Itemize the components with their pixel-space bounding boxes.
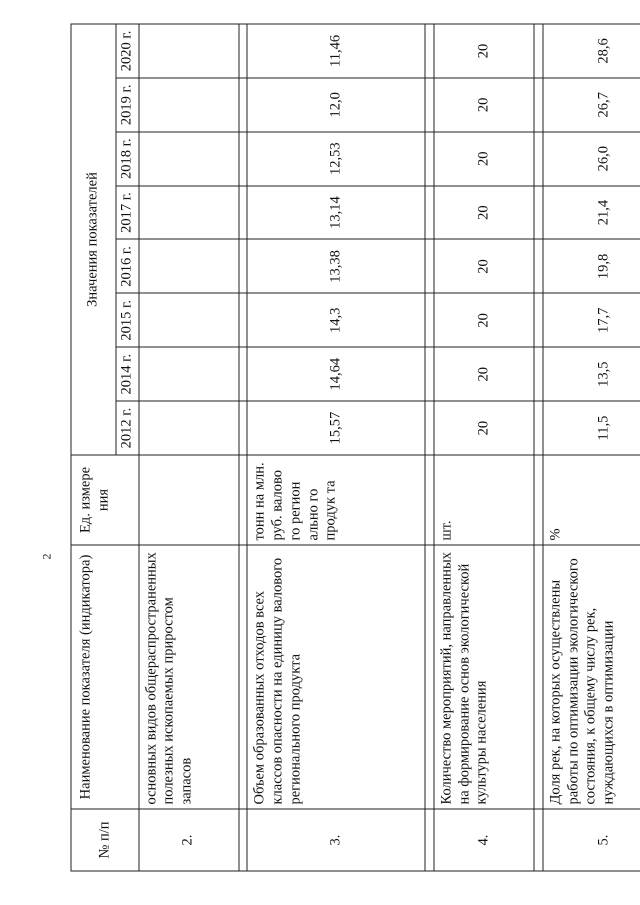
header-year: 2020 г.	[116, 24, 139, 78]
header-year: 2015 г.	[116, 293, 139, 347]
row-value: 11,5	[543, 401, 640, 455]
row-value	[139, 78, 239, 132]
row-value	[139, 240, 239, 294]
row-name: Объем образованных отходов всех классов опасности на единицу валового регионального продукта	[247, 545, 425, 809]
row-num: 2.	[139, 809, 239, 871]
row-value: 21,4	[543, 186, 640, 240]
indicators-table	[71, 24, 640, 872]
row-value: 12,0	[247, 78, 425, 132]
header-year: 2017 г.	[116, 186, 139, 240]
table-row	[543, 24, 640, 871]
row-separator	[425, 24, 434, 871]
row-value: 28,6	[543, 24, 640, 78]
row-value: 26,0	[543, 132, 640, 186]
header-year: 2016 г.	[116, 240, 139, 294]
row-value: 20	[434, 78, 534, 132]
header-num: № п/п	[71, 809, 139, 871]
row-value: 13,5	[543, 347, 640, 401]
header-name: Наименование показателя (индикатора)	[71, 545, 139, 809]
indicators-table-rotated	[71, 24, 640, 872]
row-num: 3.	[247, 809, 425, 871]
row-value: 17,7	[543, 293, 640, 347]
header-unit: Ед. измере ния	[71, 455, 139, 545]
row-value: 11,46	[247, 24, 425, 78]
row-name: Доля рек, на которых осуществлены работы по оптимизации экологического состояния, к общему числу рек, нуждающихся в оптимизации	[543, 545, 640, 809]
row-value: 13,14	[247, 186, 425, 240]
row-value: 19,8	[543, 240, 640, 294]
row-value: 14,3	[247, 293, 425, 347]
row-value: 12,53	[247, 132, 425, 186]
row-separator	[239, 24, 248, 871]
row-value	[139, 24, 239, 78]
row-value: 20	[434, 24, 534, 78]
row-value: 26,7	[543, 78, 640, 132]
page-number: 2	[39, 553, 54, 560]
row-value: 15,57	[247, 401, 425, 455]
header-year: 2014 г.	[116, 347, 139, 401]
row-value	[139, 347, 239, 401]
header-year: 2019 г.	[116, 78, 139, 132]
row-unit	[139, 455, 239, 545]
row-value: 20	[434, 347, 534, 401]
row-value: 20	[434, 132, 534, 186]
table-row	[247, 24, 425, 871]
header-values-group: Значения показателей	[71, 24, 116, 455]
header-row	[71, 24, 116, 871]
table-row	[139, 24, 239, 871]
row-value	[139, 186, 239, 240]
row-value: 20	[434, 240, 534, 294]
row-separator	[534, 24, 543, 871]
row-name: Количество мероприятий, направленных на формирование основ экологической культуры населения	[434, 545, 534, 809]
table-row	[434, 24, 534, 871]
row-unit: шт.	[434, 455, 534, 545]
row-unit: %	[543, 455, 640, 545]
row-value	[139, 401, 239, 455]
row-value: 14,64	[247, 347, 425, 401]
row-value	[139, 293, 239, 347]
row-unit: тонн на млн. руб. валово го регион ально го продук та	[247, 455, 425, 545]
row-value: 13,38	[247, 240, 425, 294]
row-value: 20	[434, 401, 534, 455]
row-name: основных видов общераспространенных полезных ископаемых приростом запасов	[139, 545, 239, 809]
row-value: 20	[434, 186, 534, 240]
row-value	[139, 132, 239, 186]
header-year: 2012 г.	[116, 401, 139, 455]
row-num: 4.	[434, 809, 534, 871]
header-year: 2018 г.	[116, 132, 139, 186]
row-num: 5.	[543, 809, 640, 871]
row-value: 20	[434, 293, 534, 347]
